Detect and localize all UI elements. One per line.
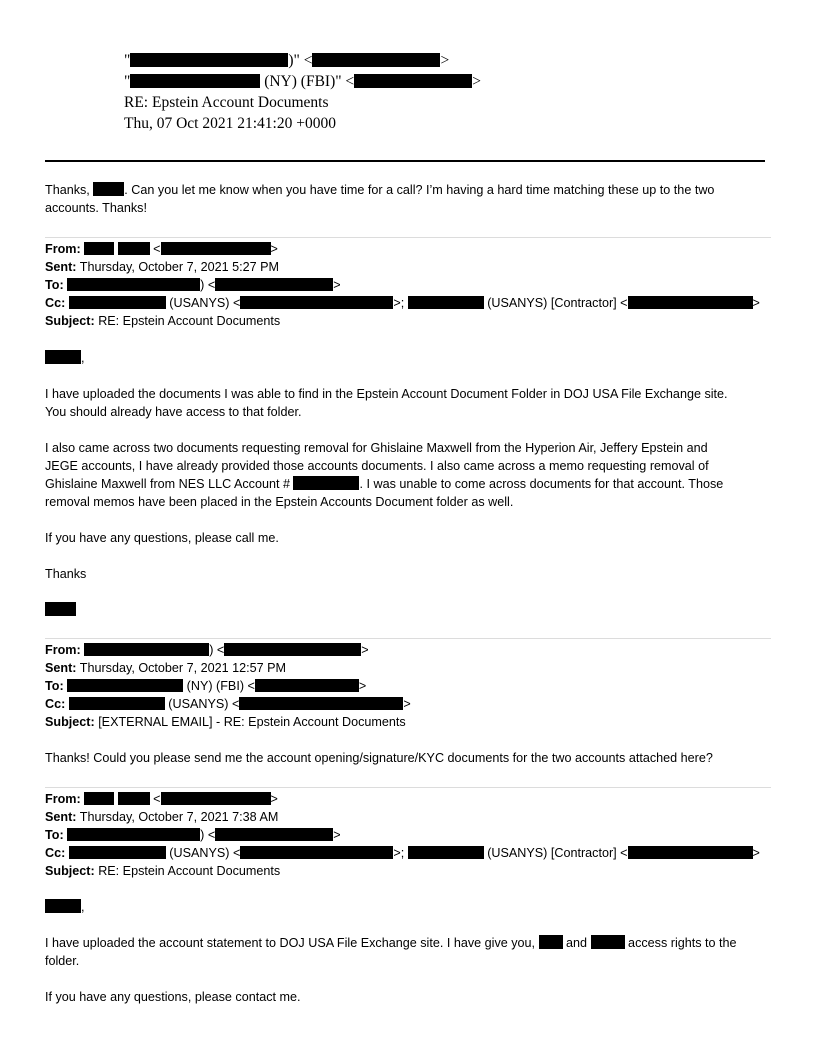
redaction bbox=[69, 296, 166, 309]
redaction bbox=[161, 242, 271, 255]
redaction bbox=[161, 792, 271, 805]
message-body-4: , I have uploaded the account statement to DOJ USA File Exchange site. I have give you, and access rights to the folder. If you have any questions, please contact me. bbox=[45, 900, 737, 1004]
redaction bbox=[224, 643, 361, 656]
redaction bbox=[255, 679, 359, 692]
redaction bbox=[130, 53, 288, 67]
quoted-header-3: From: ) < > Sent: Thursday, October 7, 2021 12:57 PM To: (NY) (FBI) < > Cc: (USANYS) < > Subject: [EXTERNAL EMAIL] - RE: Epstein Account Documents bbox=[45, 643, 411, 729]
message-divider bbox=[45, 237, 771, 238]
redaction bbox=[45, 899, 81, 913]
redaction bbox=[628, 296, 753, 309]
redaction bbox=[93, 182, 124, 196]
redaction bbox=[69, 697, 165, 710]
message-body-3: Thanks! Could you please send me the account opening/signature/KYC documents for the two accounts attached here? bbox=[45, 751, 713, 765]
redaction bbox=[240, 296, 393, 309]
redaction bbox=[312, 53, 440, 67]
redaction bbox=[293, 476, 359, 490]
message-divider bbox=[45, 638, 771, 639]
redaction-signature bbox=[45, 602, 76, 616]
redaction bbox=[67, 679, 183, 692]
message-divider bbox=[45, 787, 771, 788]
quoted-header-2: From: < > Sent: Thursday, October 7, 2021 5:27 PM To: ) < > Cc: (USANYS) < >; (USANYS) [Contractor] < > Subject: RE: Epstein Account Documents bbox=[45, 242, 760, 328]
redaction bbox=[118, 242, 150, 255]
redaction bbox=[408, 296, 484, 309]
redaction bbox=[215, 828, 333, 841]
redaction bbox=[84, 643, 209, 656]
redaction bbox=[118, 792, 150, 805]
redaction bbox=[240, 846, 393, 859]
redaction bbox=[354, 74, 472, 88]
redaction bbox=[591, 935, 625, 949]
redaction bbox=[67, 278, 200, 291]
redaction bbox=[130, 74, 260, 88]
redaction bbox=[45, 350, 81, 364]
redaction bbox=[215, 278, 333, 291]
redaction bbox=[239, 697, 403, 710]
quoted-header-4: From: < > Sent: Thursday, October 7, 2021 7:38 AM To: ) < > Cc: (USANYS) < >; (USANYS) [Contractor] < > Subject: RE: Epstein Account Documents bbox=[45, 792, 760, 878]
redaction bbox=[67, 828, 200, 841]
redaction bbox=[408, 846, 484, 859]
redaction bbox=[84, 792, 114, 805]
header-subject: RE: Epstein Account Documents bbox=[124, 94, 329, 111]
header-divider bbox=[45, 160, 765, 162]
message-body-2: , I have uploaded the documents I was able to find in the Epstein Account Document Folder in DOJ USA File Exchange site. You should already have access to that folder. I also came across two documents requesting removal for Ghislaine Maxwell from the Hyperion Air, Jeffery Epstein and JEGE accounts, I have already provided those accounts documents. I also came across a memo requesting removal of Ghislaine Maxwell from NES LLC Account # . I was unable to come across documents for that account. Those removal memos have been placed in the Epstein Accounts Document folder as well. If you have any questions, please call me. Thanks bbox=[45, 349, 773, 619]
redaction bbox=[539, 935, 563, 949]
message-body-1: Thanks, . Can you let me know when you have time for a call? I’m having a hard time matching these up to the two accounts. Thanks! bbox=[45, 183, 715, 215]
redaction bbox=[69, 846, 166, 859]
redaction bbox=[628, 846, 753, 859]
redaction bbox=[84, 242, 114, 255]
header-date: Thu, 07 Oct 2021 21:41:20 +0000 bbox=[124, 115, 336, 132]
